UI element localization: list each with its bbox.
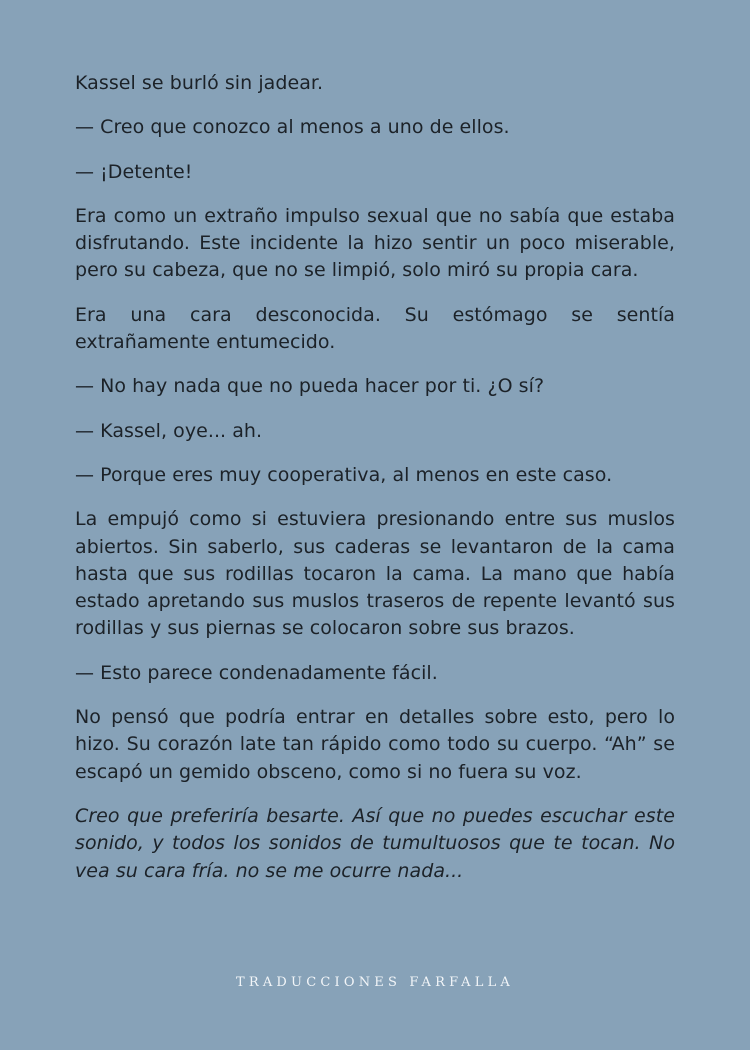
dialogue-line: — Esto parece condenadamente fácil.	[75, 661, 438, 684]
paragraph: Era una cara desconocida. Su estómago se sentía extrañamente entumecido.	[75, 303, 675, 354]
dialogue-line: — Porque eres muy cooperativa, al menos en este caso.	[75, 463, 613, 486]
dialogue-line: — Creo que conozco al menos a uno de ellos.	[75, 116, 510, 139]
paragraph: La empujó como si estuviera presionando entre sus muslos abiertos. Sin saberlo, sus caderas se levantaron de la cama hasta que sus rodillas tocaron la cama. La mano que había estado apretando sus muslos traseros de repente levantó sus rodillas y sus piernas se colocaron sobre sus brazos.	[75, 508, 675, 640]
paragraph: Kassel se burló sin jadear.	[75, 72, 324, 94]
inner-thought-paragraph: Creo que preferiría besarte. Así que no puedes escuchar este sonido, y todos los sonidos de tumultuosos que te tocan. No vea su cara fría. no se me ocurre nada...	[75, 804, 675, 882]
document-body	[75, 70, 675, 902]
dialogue-line: — ¡Detente!	[75, 160, 193, 183]
page-footer: TRADUCCIONES FARFALLA	[235, 975, 514, 990]
paragraph: Era como un extraño impulso sexual que no sabía que estaba disfrutando. Este incidente la hizo sentir un poco miserable, pero su cabeza, que no se limpió, solo miró su propia cara.	[75, 204, 675, 282]
dialogue-line: — No hay nada que no pueda hacer por ti. ¿O sí?	[75, 375, 545, 398]
paragraph: No pensó que podría entrar en detalles sobre esto, pero lo hizo. Su corazón late tan rápido como todo su cuerpo. “Ah” se escapó un gemido obsceno, como si no fuera su voz.	[75, 706, 675, 783]
dialogue-line: — Kassel, oye... ah.	[75, 419, 263, 442]
